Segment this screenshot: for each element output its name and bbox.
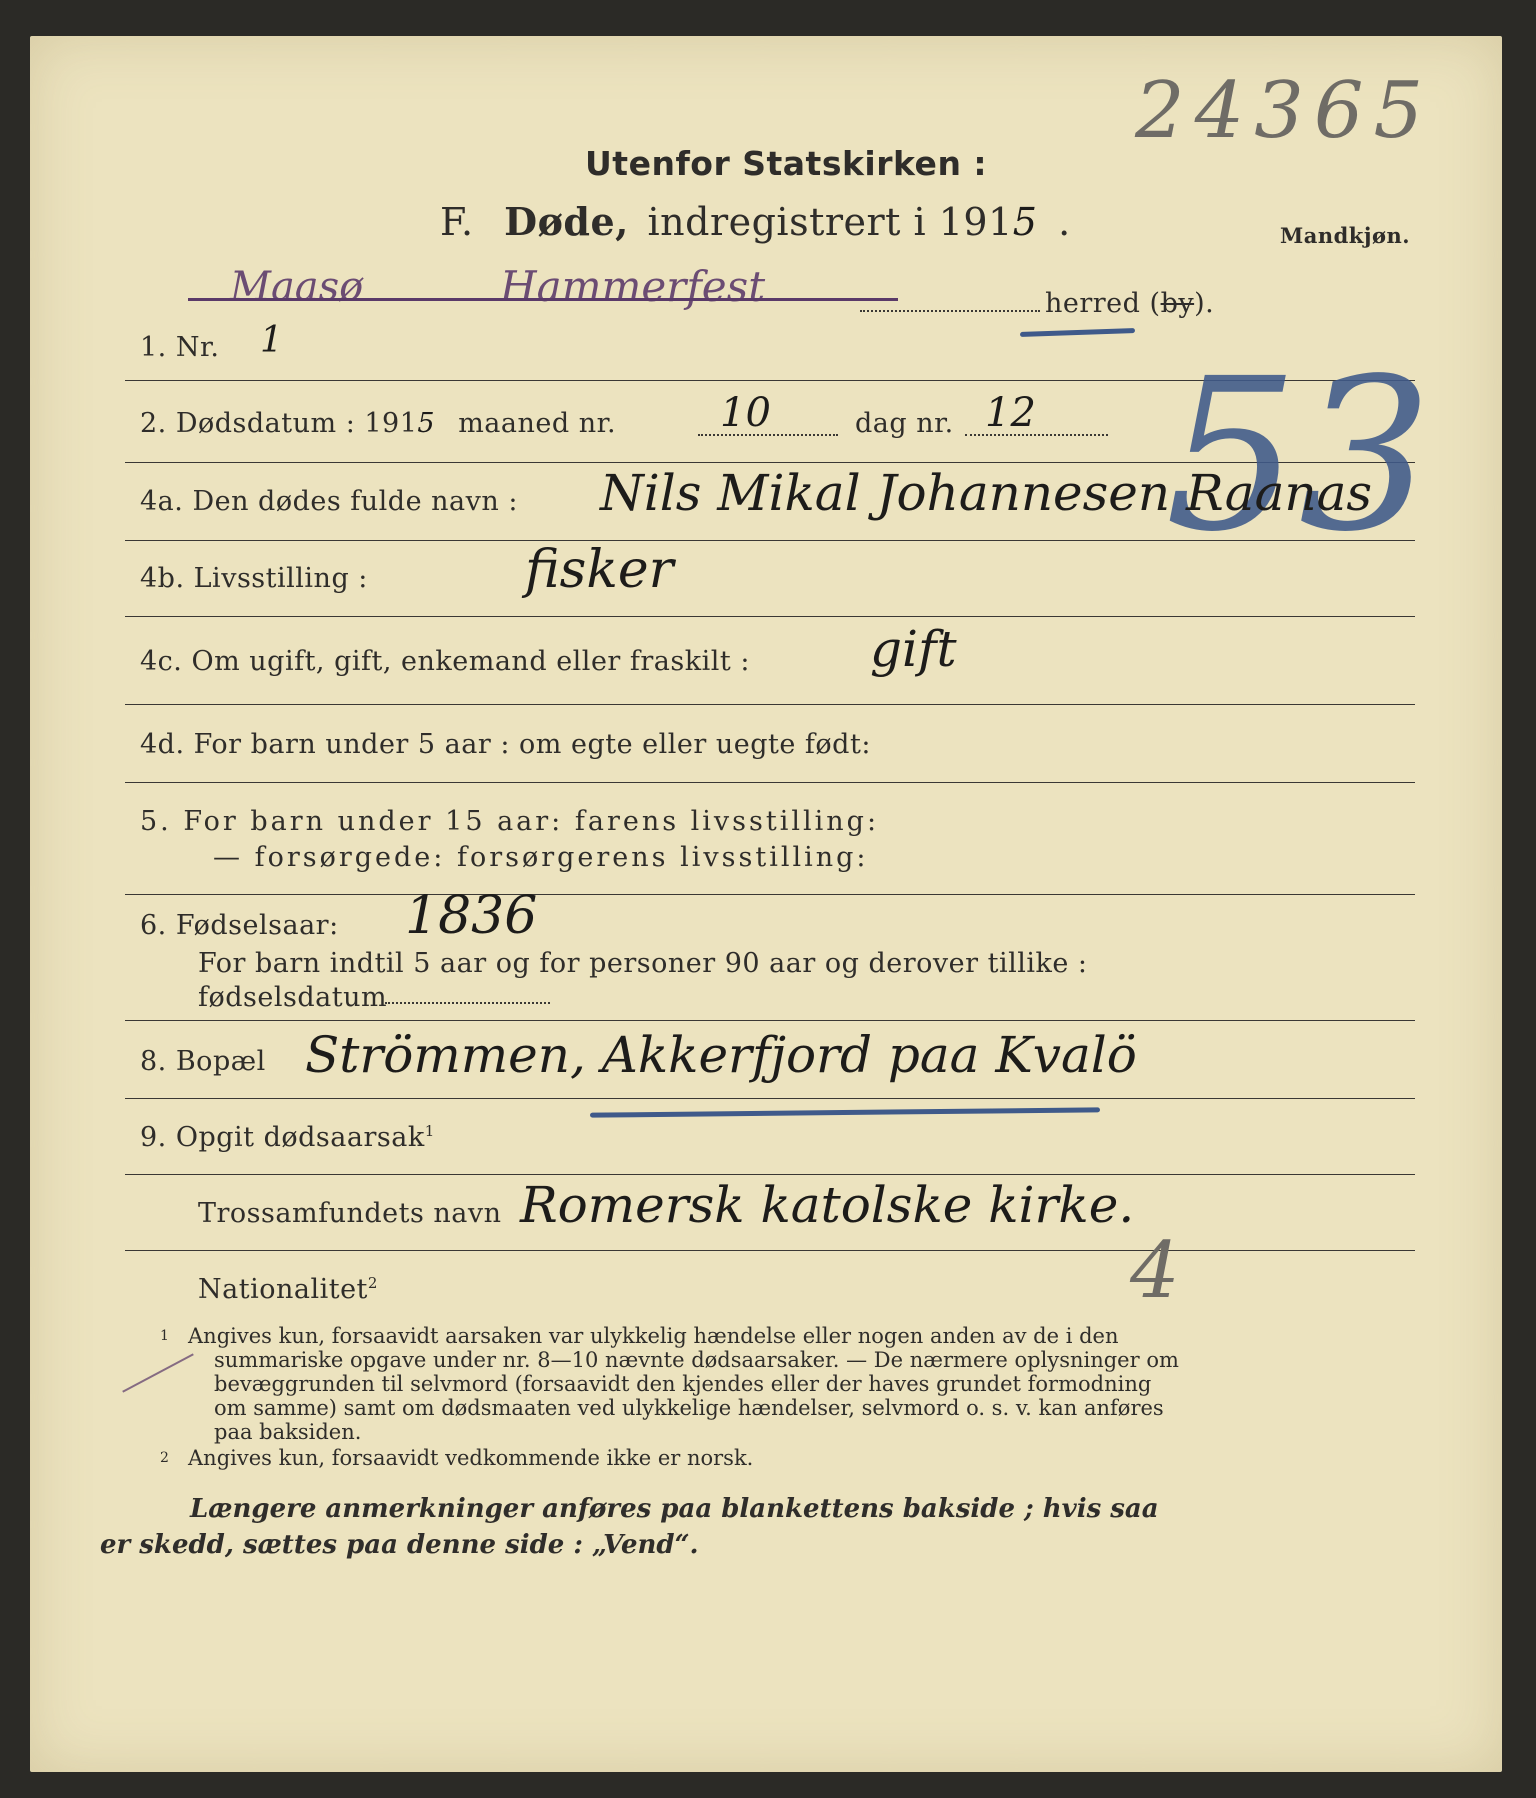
herred-text: herred ( <box>1045 288 1161 319</box>
by-struck-text: by <box>1160 288 1195 319</box>
footnote-1-mark: 1 <box>160 1328 169 1344</box>
footnote-1-line-5: paa baksiden. <box>214 1420 362 1444</box>
margin-number-small: 4 <box>1130 1226 1180 1316</box>
herred-label <box>1045 288 1214 319</box>
district-strikethrough <box>188 298 898 301</box>
birth-date-note: For barn indtil 5 aar og for personer 90 aar og derover tillike : <box>198 948 1088 979</box>
footnote-2-mark: 2 <box>160 1450 169 1466</box>
margin-pencil-mark <box>122 1353 194 1392</box>
residence-value: Strömmen, Akkerfjord paa Kvalö <box>305 1026 1137 1084</box>
birth-year-label: 6. Fødselsaar: <box>140 910 339 941</box>
nationality-footnote-ref: 2 <box>367 1274 378 1292</box>
marital-value: gift <box>870 620 957 678</box>
doede-label: Døde, <box>504 199 629 244</box>
birth-date-dotted-line <box>385 1002 550 1004</box>
rule-5 <box>125 894 1415 895</box>
registered-year-digit: 5 <box>1012 200 1038 244</box>
month-label: maaned nr. <box>458 408 617 439</box>
child-parent-label-1: 5. For barn under 15 aar: farens livsstilling: <box>140 806 880 837</box>
month-dotted-line <box>698 434 838 436</box>
rule-4a <box>125 540 1415 541</box>
cause-footnote-ref: 1 <box>424 1122 435 1140</box>
subtitle-period: . <box>1058 200 1071 244</box>
death-date-label <box>140 408 616 439</box>
full-name-value: Nils Mikal Johannesen Raanas <box>600 464 1373 522</box>
nr-value: 1 <box>260 320 283 361</box>
closing-note <box>100 1491 1159 1563</box>
district-dotted-line <box>860 310 1040 312</box>
faith-value: Romersk katolske kirke. <box>520 1176 1135 1234</box>
marital-label: 4c. Om ugift, gift, enkemand eller fraskilt : <box>140 646 750 677</box>
residence-underline-mark <box>590 1107 1100 1117</box>
form-subtitle <box>440 199 1071 244</box>
closing-line-1: Længere anmerkninger anføres paa blankettens bakside ; hvis saa <box>190 1494 1159 1524</box>
birth-year-value: 1836 <box>405 886 538 946</box>
residence-label: 8. Bopæl <box>140 1046 266 1077</box>
death-registration-card <box>30 36 1502 1772</box>
herred-underline-mark <box>1020 328 1135 337</box>
rule-faith <box>125 1250 1415 1251</box>
birth-date-label: fødselsdatum <box>198 982 388 1013</box>
closing-line-2: er skedd, sættes paa denne side : „Vend“. <box>100 1530 699 1560</box>
day-label: dag nr. <box>855 408 954 439</box>
cause-text: 9. Opgit dødsaarsak <box>140 1122 425 1153</box>
registered-label: indregistrert i 191 <box>647 200 1013 244</box>
footnote-2: Angives kun, forsaavidt vedkommende ikke er norsk. <box>188 1446 754 1470</box>
margin-number-large: 53 <box>1165 333 1433 578</box>
occupation-label: 4b. Livsstilling : <box>140 563 368 594</box>
footnote-1-line-3: bevæggrunden til selvmord (forsaavidt den kjendes eller der haves grundet formodning <box>214 1372 1152 1396</box>
footnote-1-line-1: Angives kun, forsaavidt aarsaken var ulykkelig hændelse eller nogen anden av de i den <box>188 1324 1119 1348</box>
footnote-1-line-4: om samme) samt om dødsmaaten ved ulykkelige hændelser, selvmord o. s. v. kan anføres <box>214 1396 1164 1420</box>
child-parent-label-2: — forsørgede: forsørgerens livsstilling: <box>213 842 869 873</box>
section-letter: F. <box>440 200 474 244</box>
form-title: Utenfor Statskirken : <box>585 144 988 183</box>
footnote-1 <box>188 1324 1179 1444</box>
rule-4d <box>125 782 1415 783</box>
death-year-digit: 5 <box>417 408 436 439</box>
faith-label: Trossamfundets navn <box>198 1198 502 1229</box>
nationality-text: Nationalitet <box>198 1274 368 1305</box>
archive-number: 24365 <box>1135 66 1434 156</box>
occupation-value: fisker <box>525 540 674 600</box>
rule-6 <box>125 1020 1415 1021</box>
death-date-text: 2. Dødsdatum : 191 <box>140 408 418 439</box>
full-name-label: 4a. Den dødes fulde navn : <box>140 486 518 517</box>
day-dotted-line <box>965 434 1108 436</box>
footnote-1-line-2: summariske opgave under nr. 8—10 nævnte dødsaarsaker. — De nærmere oplysninger om <box>214 1348 1179 1372</box>
child-legitimacy-label: 4d. For barn under 5 aar : om egte eller uegte født: <box>140 729 871 760</box>
death-month-value: 10 <box>720 390 771 436</box>
nr-label: 1. Nr. <box>140 332 220 363</box>
death-day-value: 12 <box>985 390 1036 436</box>
herred-close-text: ). <box>1194 288 1215 319</box>
rule-9 <box>125 1174 1415 1175</box>
rule-8 <box>125 1098 1415 1099</box>
district-struck-name: Hammerfest <box>500 262 766 311</box>
cause-label <box>140 1122 435 1153</box>
rule-4b <box>125 616 1415 617</box>
nationality-label <box>198 1274 378 1305</box>
rule-4c <box>125 704 1415 705</box>
gender-label: Mandkjøn. <box>1280 223 1411 248</box>
district-name: Maasø <box>230 264 364 310</box>
